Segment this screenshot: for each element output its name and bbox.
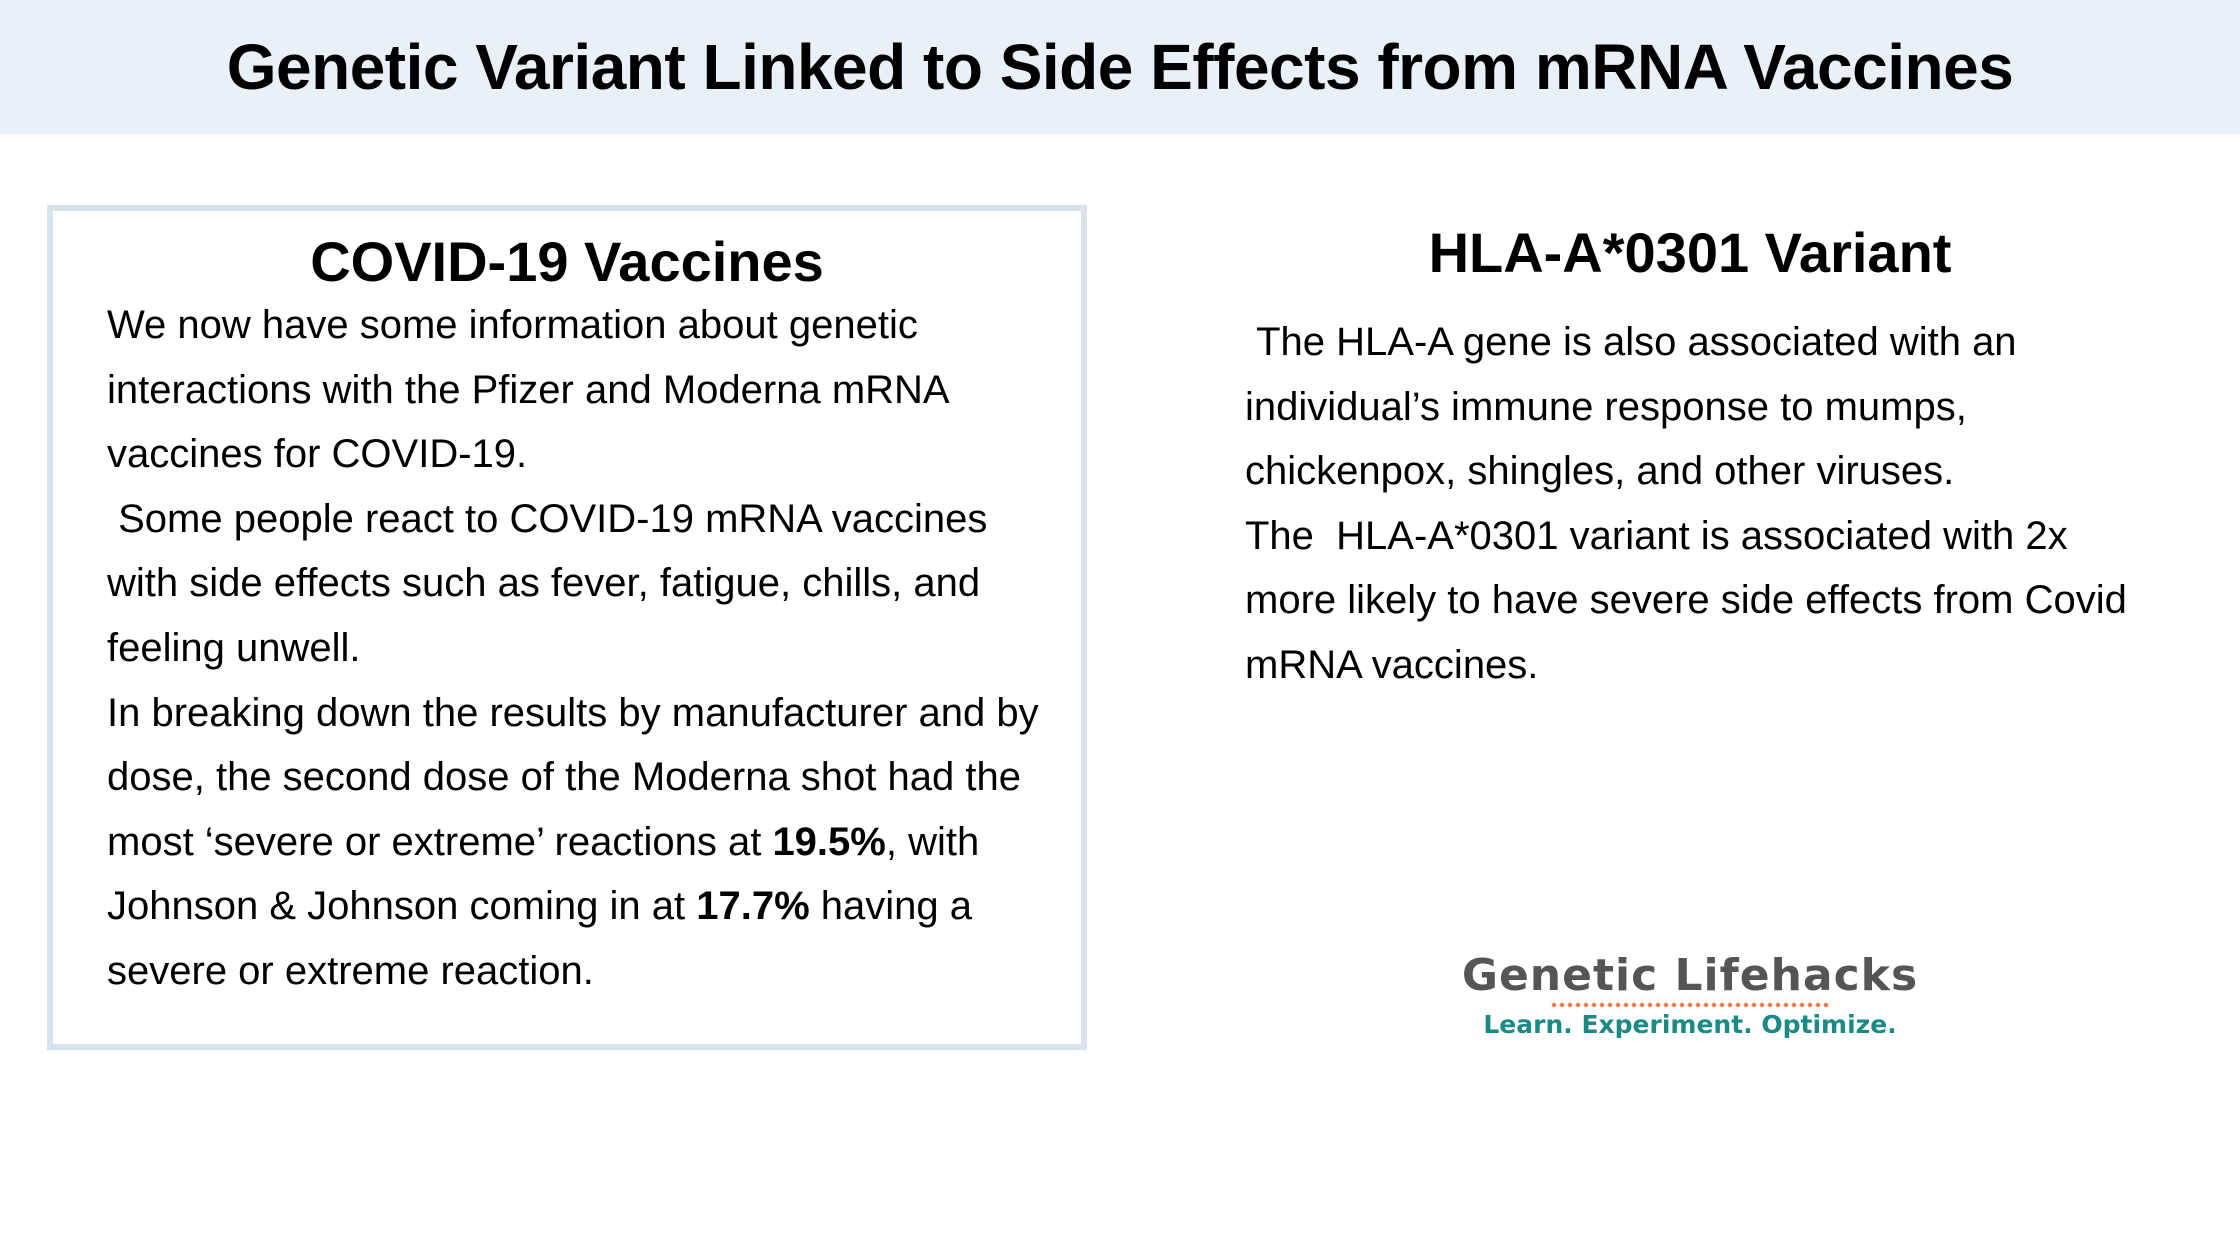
covid-paragraph-1: We now have some information about genetic interactions with the Pfizer and Moderna mRNA vaccines for COVID-19. [107, 303, 959, 477]
logo-tagline: Learn. Experiment. Optimize. [1483, 1010, 1897, 1039]
logo-name: Genetic Lifehacks [1461, 950, 1919, 1001]
hla-paragraph-2: The HLA-A*0301 variant is associated with 2x more likely to have severe side effects from Covid mRNA vaccines. [1245, 513, 2138, 687]
covid-paragraph-3-text-a: In breaking down the results by manufacturer and by dose, the second dose of the Moderna shot had the most ‘severe or extreme’ reactions at [107, 690, 1050, 864]
genetic-lifehacks-logo [1440, 950, 1940, 1050]
covid-paragraph-3 [107, 681, 1067, 1004]
title-banner [0, 0, 2240, 134]
hla-variant-heading: HLA-A*0301 Variant [1428, 221, 1952, 284]
covid-paragraph-3-text-b: , with Johnson & Johnson coming in at [107, 819, 991, 929]
hla-variant-body [1245, 310, 2145, 698]
covid-paragraph-2: Some people react to COVID-19 mRNA vaccines with side effects such as fever, fatigue, chills, and feeling unwell. [107, 496, 999, 670]
hla-paragraph-1: The HLA-A gene is also associated with an individual’s immune response to mumps, chickenpox, shingles, and other viruses. [1245, 320, 2028, 494]
covid-vaccines-heading: COVID-19 Vaccines [310, 230, 824, 293]
covid-vaccines-panel [47, 205, 1087, 1050]
jj-severe-rate: 17.7% [696, 884, 810, 929]
page-title: Genetic Variant Linked to Side Effects from mRNA Vaccines [226, 31, 2014, 103]
covid-paragraph-3-text-c: having a severe or extreme reaction. [107, 884, 984, 993]
covid-vaccines-body [107, 293, 1067, 1004]
moderna-severe-rate: 19.5% [772, 819, 886, 864]
